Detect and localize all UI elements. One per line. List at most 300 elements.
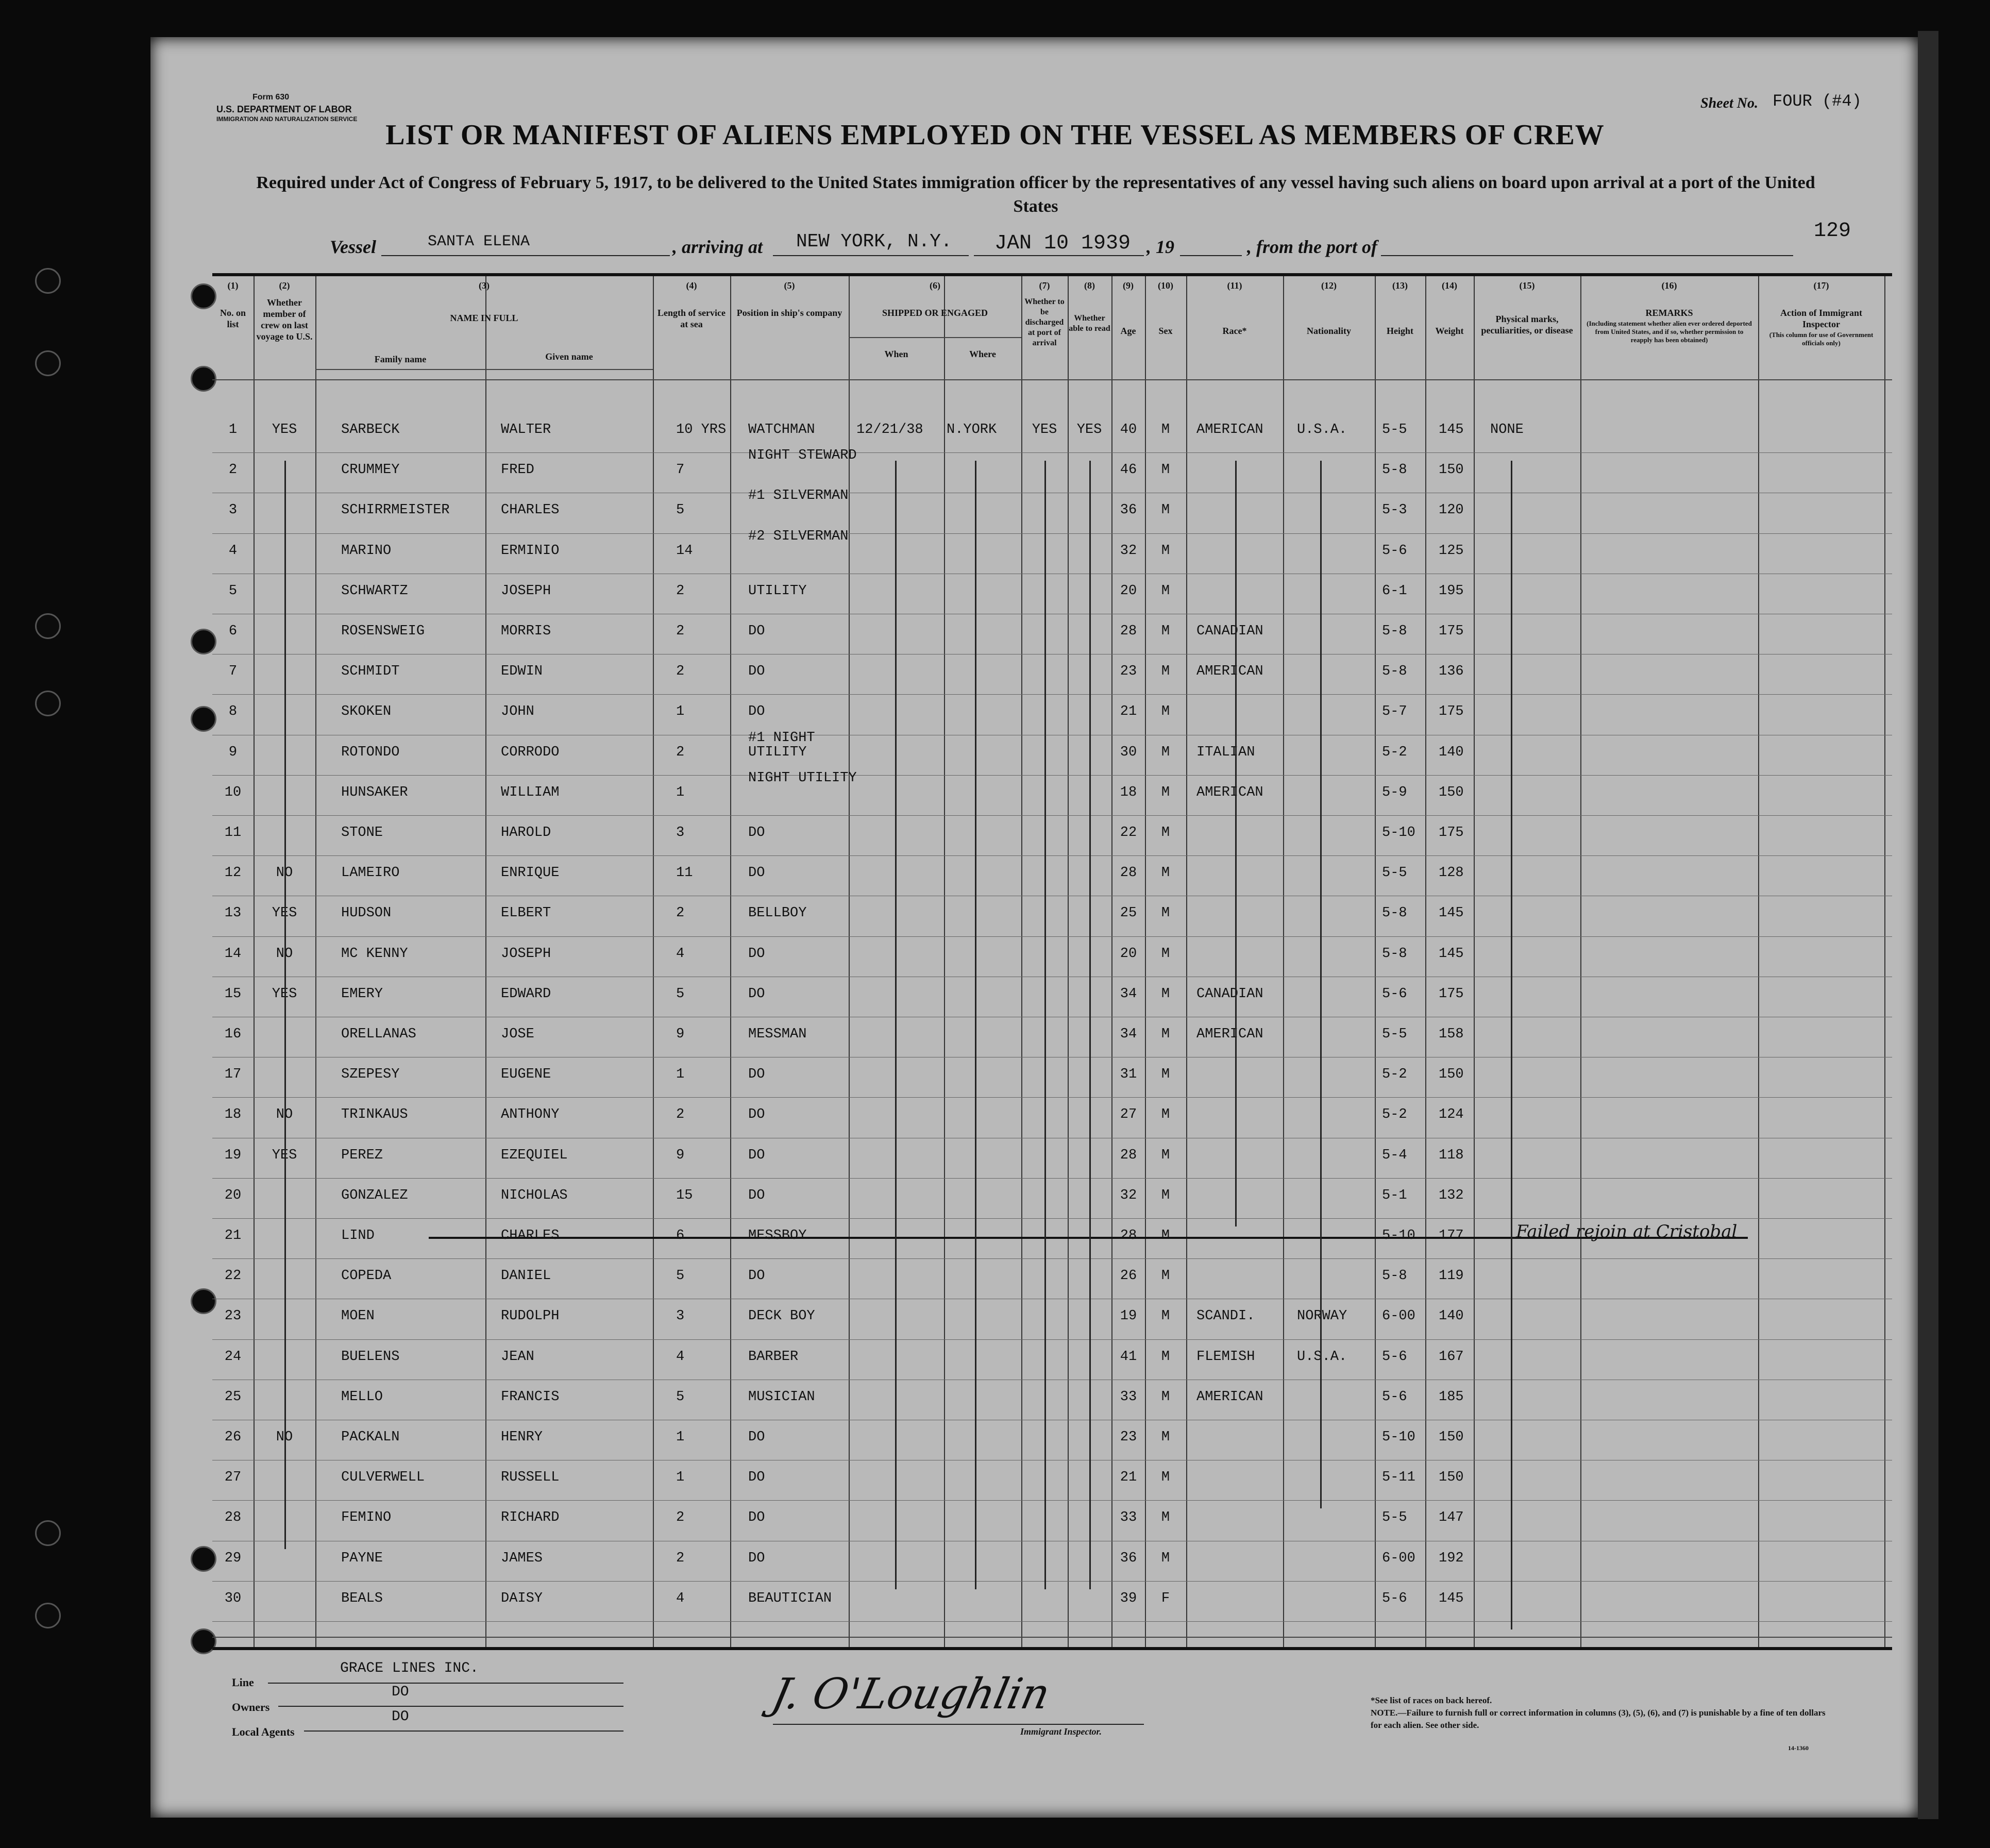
weight: 167	[1439, 1349, 1464, 1365]
header-remarks: REMARKS	[1645, 308, 1693, 318]
age: 40	[1120, 422, 1137, 438]
length-of-service: 14	[676, 543, 693, 559]
table-row	[212, 697, 1892, 737]
sex: M	[1161, 986, 1170, 1002]
sex: M	[1161, 462, 1170, 478]
given-name: JEAN	[501, 1349, 534, 1365]
race: AMERICAN	[1196, 784, 1263, 800]
agents-value: DO	[392, 1709, 409, 1725]
sex: M	[1161, 784, 1170, 800]
ship-position: DECK BOY	[748, 1308, 815, 1324]
length-of-service: 2	[676, 1510, 685, 1526]
sex: M	[1161, 624, 1170, 639]
row-divider	[212, 1339, 1892, 1340]
given-name: EUGENE	[501, 1067, 551, 1083]
weight: 177	[1439, 1228, 1464, 1244]
table-row	[212, 1262, 1892, 1302]
weight: 175	[1439, 704, 1464, 720]
row-number: 10	[224, 784, 242, 800]
age: 34	[1120, 1027, 1137, 1042]
family-name: SARBECK	[341, 422, 400, 438]
height: 5-5	[1382, 1510, 1407, 1526]
sex: M	[1161, 1308, 1170, 1324]
binder-hole	[35, 613, 61, 639]
table-row	[212, 980, 1892, 1020]
weight: 192	[1439, 1550, 1464, 1566]
row-number: 2	[228, 462, 238, 478]
header-family-name: Family name	[374, 354, 427, 364]
weight: 128	[1439, 865, 1464, 881]
year-label: , 19	[1146, 237, 1174, 257]
height: 5-2	[1382, 1107, 1407, 1123]
height: 5-3	[1382, 502, 1407, 518]
length-of-service: 4	[676, 946, 685, 962]
family-name: FEMINO	[341, 1510, 392, 1526]
table-row	[212, 1302, 1892, 1342]
length-of-service: 1	[676, 784, 685, 800]
form-number: Form 630	[252, 93, 290, 102]
ship-position: BEAUTICIAN	[748, 1590, 832, 1606]
weight: 158	[1439, 1027, 1464, 1042]
given-name: FRED	[501, 462, 534, 478]
penalty-note: NOTE.—Failure to furnish full or correct information in columns (3), (5), (6), and (7) is punishable by a fine of ten dollars for each alien. See other side.	[1371, 1708, 1826, 1730]
sex: M	[1161, 664, 1170, 680]
age: 21	[1120, 1470, 1137, 1486]
table-row	[212, 899, 1892, 939]
weight: 120	[1439, 502, 1464, 518]
col-num-16: (16)	[1661, 280, 1677, 291]
sex: M	[1161, 1107, 1170, 1123]
race: AMERICAN	[1196, 664, 1263, 680]
row-divider	[212, 1218, 1892, 1219]
sex: M	[1161, 1228, 1170, 1244]
age: 36	[1120, 502, 1137, 518]
row-number: 7	[228, 664, 238, 680]
weight: 145	[1439, 905, 1464, 921]
row-number: 30	[224, 1590, 242, 1606]
header-sex: Sex	[1158, 326, 1173, 336]
header-age: Age	[1120, 326, 1136, 336]
age: 19	[1120, 1308, 1137, 1324]
given-name: NICHOLAS	[501, 1187, 568, 1203]
family-name: CULVERWELL	[341, 1470, 425, 1486]
crew-last-voyage: YES	[272, 422, 297, 438]
height: 5-4	[1382, 1147, 1407, 1163]
weight: 119	[1439, 1268, 1464, 1284]
row-number: 12	[224, 865, 242, 881]
header-nationality: Nationality	[1306, 326, 1351, 336]
given-name: EZEQUIEL	[501, 1147, 568, 1163]
row-number: 3	[228, 502, 238, 518]
vessel-label: Vessel	[330, 237, 376, 257]
row-number: 18	[224, 1107, 242, 1123]
ship-position: DO	[748, 825, 765, 841]
given-name: JOSEPH	[501, 946, 551, 962]
length-of-service: 2	[676, 583, 685, 599]
crew-last-voyage: NO	[276, 1430, 293, 1445]
age: 39	[1120, 1590, 1137, 1606]
length-of-service: 5	[676, 986, 685, 1002]
row-divider	[212, 1581, 1892, 1582]
arrival-date: JAN 10 1939	[994, 232, 1131, 255]
line-underline	[268, 1683, 623, 1684]
ship-position: NIGHT UTILITY	[748, 770, 857, 786]
family-name: TRINKAUS	[341, 1107, 408, 1123]
age: 41	[1120, 1349, 1137, 1365]
col-num-7: (7)	[1039, 280, 1050, 291]
arriving-label: , arriving at	[672, 237, 763, 257]
header-height: Height	[1387, 326, 1413, 336]
row-number: 28	[224, 1510, 242, 1526]
col-num-11: (11)	[1227, 280, 1242, 291]
given-name: MORRIS	[501, 624, 551, 639]
table-row	[212, 770, 1892, 818]
col-num-9: (9)	[1123, 280, 1134, 291]
age: 26	[1120, 1268, 1137, 1284]
age: 28	[1120, 1147, 1137, 1163]
sheet-value: FOUR (#4)	[1773, 92, 1862, 111]
height: 5-6	[1382, 1389, 1407, 1405]
sex: F	[1161, 1590, 1170, 1606]
length-of-service: 2	[676, 905, 685, 921]
crew-last-voyage: NO	[276, 1107, 293, 1123]
table-row	[212, 730, 1892, 778]
given-name: ERMINIO	[501, 543, 560, 559]
binder-hole	[35, 691, 61, 716]
age: 31	[1120, 1067, 1137, 1083]
age: 28	[1120, 1228, 1137, 1244]
arriving-underline	[773, 255, 969, 256]
age: 20	[1120, 583, 1137, 599]
col-num-1: (1)	[227, 280, 239, 291]
row-divider	[212, 1097, 1892, 1098]
strike-through-line	[429, 1237, 1748, 1239]
row-number: 26	[224, 1430, 242, 1445]
family-name: PEREZ	[341, 1147, 383, 1163]
table-row	[212, 1141, 1892, 1181]
family-name: ROSENSWEIG	[341, 624, 425, 639]
family-name: BUELENS	[341, 1349, 400, 1365]
height: 5-6	[1382, 543, 1407, 559]
age: 30	[1120, 744, 1137, 760]
length-of-service: 10 YRS	[676, 422, 727, 438]
given-name: ELBERT	[501, 905, 551, 921]
weight: 185	[1439, 1389, 1464, 1405]
sex: M	[1161, 865, 1170, 881]
length-of-service: 3	[676, 825, 685, 841]
nationality: NORWAY	[1297, 1308, 1347, 1324]
family-name: MOEN	[341, 1308, 375, 1324]
age: 33	[1120, 1510, 1137, 1526]
ship-position: BARBER	[748, 1349, 799, 1365]
family-name: ROTONDO	[341, 744, 400, 760]
department-name: U.S. DEPARTMENT OF LABOR	[216, 104, 352, 114]
ship-position: WATCHMAN	[748, 422, 815, 438]
row-number: 20	[224, 1187, 242, 1203]
row-number: 15	[224, 986, 242, 1002]
col-num-12: (12)	[1321, 280, 1337, 291]
nationality: U.S.A.	[1297, 1349, 1347, 1365]
header-length-service: Length of service at sea	[657, 308, 726, 329]
ship-position: DO	[748, 1147, 765, 1163]
row-number: 6	[228, 624, 238, 639]
ditto-mark	[895, 461, 897, 1589]
age: 32	[1120, 543, 1137, 559]
height: 5-11	[1382, 1470, 1415, 1486]
age: 22	[1120, 825, 1137, 841]
given-name: DAISY	[501, 1590, 543, 1606]
table-row	[212, 1181, 1892, 1221]
table-row	[212, 1100, 1892, 1140]
row-number: 19	[224, 1147, 242, 1163]
age: 20	[1120, 946, 1137, 962]
col-num-17: (17)	[1813, 280, 1829, 291]
family-name: SCHIRRMEISTER	[341, 502, 450, 518]
date-underline	[974, 255, 1144, 256]
ship-position: DO	[748, 704, 765, 720]
given-name: DANIEL	[501, 1268, 551, 1284]
header-discharged: Whether to be discharged at port of arrival	[1024, 297, 1065, 347]
sex: M	[1161, 744, 1170, 760]
height: 5-5	[1382, 865, 1407, 881]
height: 5-6	[1382, 1590, 1407, 1606]
race: ITALIAN	[1196, 744, 1255, 760]
col-num-5: (5)	[784, 280, 795, 291]
given-name: JOHN	[501, 704, 534, 720]
crew-last-voyage: YES	[272, 986, 297, 1002]
age: 32	[1120, 1187, 1137, 1203]
given-name: WALTER	[501, 422, 551, 438]
table-row	[212, 1463, 1892, 1503]
row-number: 8	[228, 704, 238, 720]
height: 5-5	[1382, 422, 1407, 438]
ship-position: DO	[748, 664, 765, 680]
nationality: U.S.A.	[1297, 422, 1347, 438]
table-row	[212, 415, 1892, 456]
owners-label: Owners	[232, 1701, 270, 1713]
weight: 145	[1439, 946, 1464, 962]
ship-position: #1 SILVERMAN	[748, 488, 849, 504]
age: 21	[1120, 704, 1137, 720]
sex: M	[1161, 905, 1170, 921]
header-position: Position in ship's company	[736, 308, 842, 318]
sex: M	[1161, 1349, 1170, 1365]
table-row	[212, 859, 1892, 899]
height: 5-10	[1382, 825, 1415, 841]
family-name: MC KENNY	[341, 946, 408, 962]
sex: M	[1161, 946, 1170, 962]
family-name: STONE	[341, 825, 383, 841]
table-row	[212, 488, 1892, 536]
family-name: SZEPESY	[341, 1067, 400, 1083]
row-divider	[212, 1500, 1892, 1501]
header-race: Race*	[1222, 326, 1247, 336]
binder-hole	[35, 1603, 61, 1628]
row-number: 11	[224, 825, 242, 841]
weight: 175	[1439, 624, 1464, 639]
row-divider	[212, 936, 1892, 937]
family-name: ORELLANAS	[341, 1027, 416, 1042]
length-of-service: 9	[676, 1027, 685, 1042]
weight: 150	[1439, 1430, 1464, 1445]
sex: M	[1161, 1147, 1170, 1163]
weight: 150	[1439, 784, 1464, 800]
from-port-underline	[1381, 255, 1793, 256]
header-physical: Physical marks, peculiarities, or disease	[1481, 314, 1573, 335]
length-of-service: 2	[676, 664, 685, 680]
length-of-service: 1	[676, 1470, 685, 1486]
weight: 125	[1439, 543, 1464, 559]
length-of-service: 1	[676, 1067, 685, 1083]
ship-position: MESSBOY	[748, 1228, 807, 1244]
binder-hole	[35, 350, 61, 376]
sex: M	[1161, 1550, 1170, 1566]
col-num-15: (15)	[1519, 280, 1535, 291]
ditto-mark	[975, 461, 976, 1589]
document-subtitle: Required under Act of Congress of February 5, 1917, to be delivered to the United States immigration officer by the representatives of any vessel having such aliens on board upon arrival at a port of the United States	[256, 173, 1815, 216]
owners-value: DO	[392, 1684, 409, 1700]
age: 23	[1120, 664, 1137, 680]
family-name: GONZALEZ	[341, 1187, 408, 1203]
family-name: HUDSON	[341, 905, 392, 921]
length-of-service: 2	[676, 1107, 685, 1123]
weight: 140	[1439, 744, 1464, 760]
row-divider	[212, 855, 1892, 856]
sheet-label: Sheet No.	[1700, 95, 1758, 111]
family-name: MELLO	[341, 1389, 383, 1405]
vessel-underline	[381, 255, 670, 256]
given-name: CHARLES	[501, 1228, 560, 1244]
given-name: HENRY	[501, 1430, 543, 1445]
row-number: 24	[224, 1349, 242, 1365]
row-divider	[212, 533, 1892, 534]
age: 25	[1120, 905, 1137, 921]
family-name: LIND	[341, 1228, 375, 1244]
binder-hole	[35, 268, 61, 294]
weight: 150	[1439, 462, 1464, 478]
given-name: FRANCIS	[501, 1389, 560, 1405]
race: SCANDI.	[1196, 1308, 1255, 1324]
col-num-10: (10)	[1158, 280, 1173, 291]
given-name: RUSSELL	[501, 1470, 560, 1486]
given-name: JAMES	[501, 1550, 543, 1566]
length-of-service: 2	[676, 624, 685, 639]
given-name: RUDOLPH	[501, 1308, 560, 1324]
ship-position: DO	[748, 1187, 765, 1203]
form-code: 14-1360	[1788, 1744, 1809, 1752]
weight: 124	[1439, 1107, 1464, 1123]
ship-position: DO	[748, 1107, 765, 1123]
header-remarks-note: (Including statement whether alien ever ordered deported from United States, and if so, whether permission to reapply has been obtained)	[1587, 320, 1752, 344]
race: CANADIAN	[1196, 986, 1263, 1002]
length-of-service: 1	[676, 1430, 685, 1445]
height: 5-9	[1382, 784, 1407, 800]
crew-last-voyage: NO	[276, 865, 293, 881]
table-row	[212, 617, 1892, 657]
weight: 195	[1439, 583, 1464, 599]
height: 5-1	[1382, 1187, 1407, 1203]
row-divider	[212, 1178, 1892, 1179]
weight: 145	[1439, 422, 1464, 438]
family-name: SKOKEN	[341, 704, 392, 720]
age: 23	[1120, 1430, 1137, 1445]
weight: 147	[1439, 1510, 1464, 1526]
col-num-14: (14)	[1442, 280, 1457, 291]
age: 28	[1120, 624, 1137, 639]
ship-position: NIGHT STEWARD	[748, 448, 857, 464]
header-able-read: Whether able to read	[1069, 314, 1110, 333]
row-number: 17	[224, 1067, 242, 1083]
length-of-service: 5	[676, 1268, 685, 1284]
ship-position: DO	[748, 946, 765, 962]
inspector-signature: J. O'Loughlin	[767, 1670, 1054, 1719]
inspector-label: Immigrant Inspector.	[1020, 1726, 1102, 1737]
family-name: MARINO	[341, 543, 392, 559]
binder-hole	[35, 1520, 61, 1546]
table-row	[212, 1503, 1892, 1543]
family-name: PACKALN	[341, 1430, 400, 1445]
table-row	[212, 577, 1892, 617]
ship-position: MUSICIAN	[748, 1389, 815, 1405]
row-number: 16	[224, 1027, 242, 1042]
age: 34	[1120, 986, 1137, 1002]
ditto-mark	[1235, 461, 1237, 1227]
header-action-note: (This column for use of Government officials only)	[1769, 331, 1874, 347]
row-divider	[212, 815, 1892, 816]
height: 6-00	[1382, 1308, 1415, 1324]
able-to-read: YES	[1076, 422, 1102, 438]
weight: 150	[1439, 1470, 1464, 1486]
service-name: IMMIGRATION AND NATURALIZATION SERVICE	[216, 115, 358, 123]
sex: M	[1161, 1389, 1170, 1405]
given-name: EDWIN	[501, 664, 543, 680]
family-name: PAYNE	[341, 1550, 383, 1566]
length-of-service: 4	[676, 1590, 685, 1606]
age: 46	[1120, 462, 1137, 478]
ship-position: UTILITY	[748, 583, 807, 599]
table-row	[212, 1342, 1892, 1383]
row-number: 9	[228, 744, 238, 760]
ship-position: MESSMAN	[748, 1027, 807, 1042]
discharged-flag: YES	[1032, 422, 1057, 438]
row-number: 5	[228, 583, 238, 599]
length-of-service: 7	[676, 462, 685, 478]
binder-edge	[1918, 31, 1938, 1819]
family-name: SCHWARTZ	[341, 583, 408, 599]
row-number: 25	[224, 1389, 242, 1405]
height: 5-10	[1382, 1228, 1415, 1244]
length-of-service: 5	[676, 502, 685, 518]
length-of-service: 5	[676, 1389, 685, 1405]
ship-position: DO	[748, 1067, 765, 1083]
age: 33	[1120, 1389, 1137, 1405]
family-name: SCHMIDT	[341, 664, 400, 680]
col-num-6: (6)	[930, 280, 940, 291]
sex: M	[1161, 502, 1170, 518]
sex: M	[1161, 422, 1170, 438]
header-no-on-list: No. on list	[220, 308, 246, 329]
given-name: CORRODO	[501, 744, 560, 760]
race: AMERICAN	[1196, 1027, 1263, 1042]
col-num-2: (2)	[279, 280, 290, 291]
sex: M	[1161, 1067, 1170, 1083]
height: 5-6	[1382, 1349, 1407, 1365]
agents-label: Local Agents	[232, 1725, 295, 1738]
height: 5-8	[1382, 946, 1407, 962]
table-row	[212, 1383, 1892, 1423]
row-number: 23	[224, 1308, 242, 1324]
weight: 175	[1439, 825, 1464, 841]
